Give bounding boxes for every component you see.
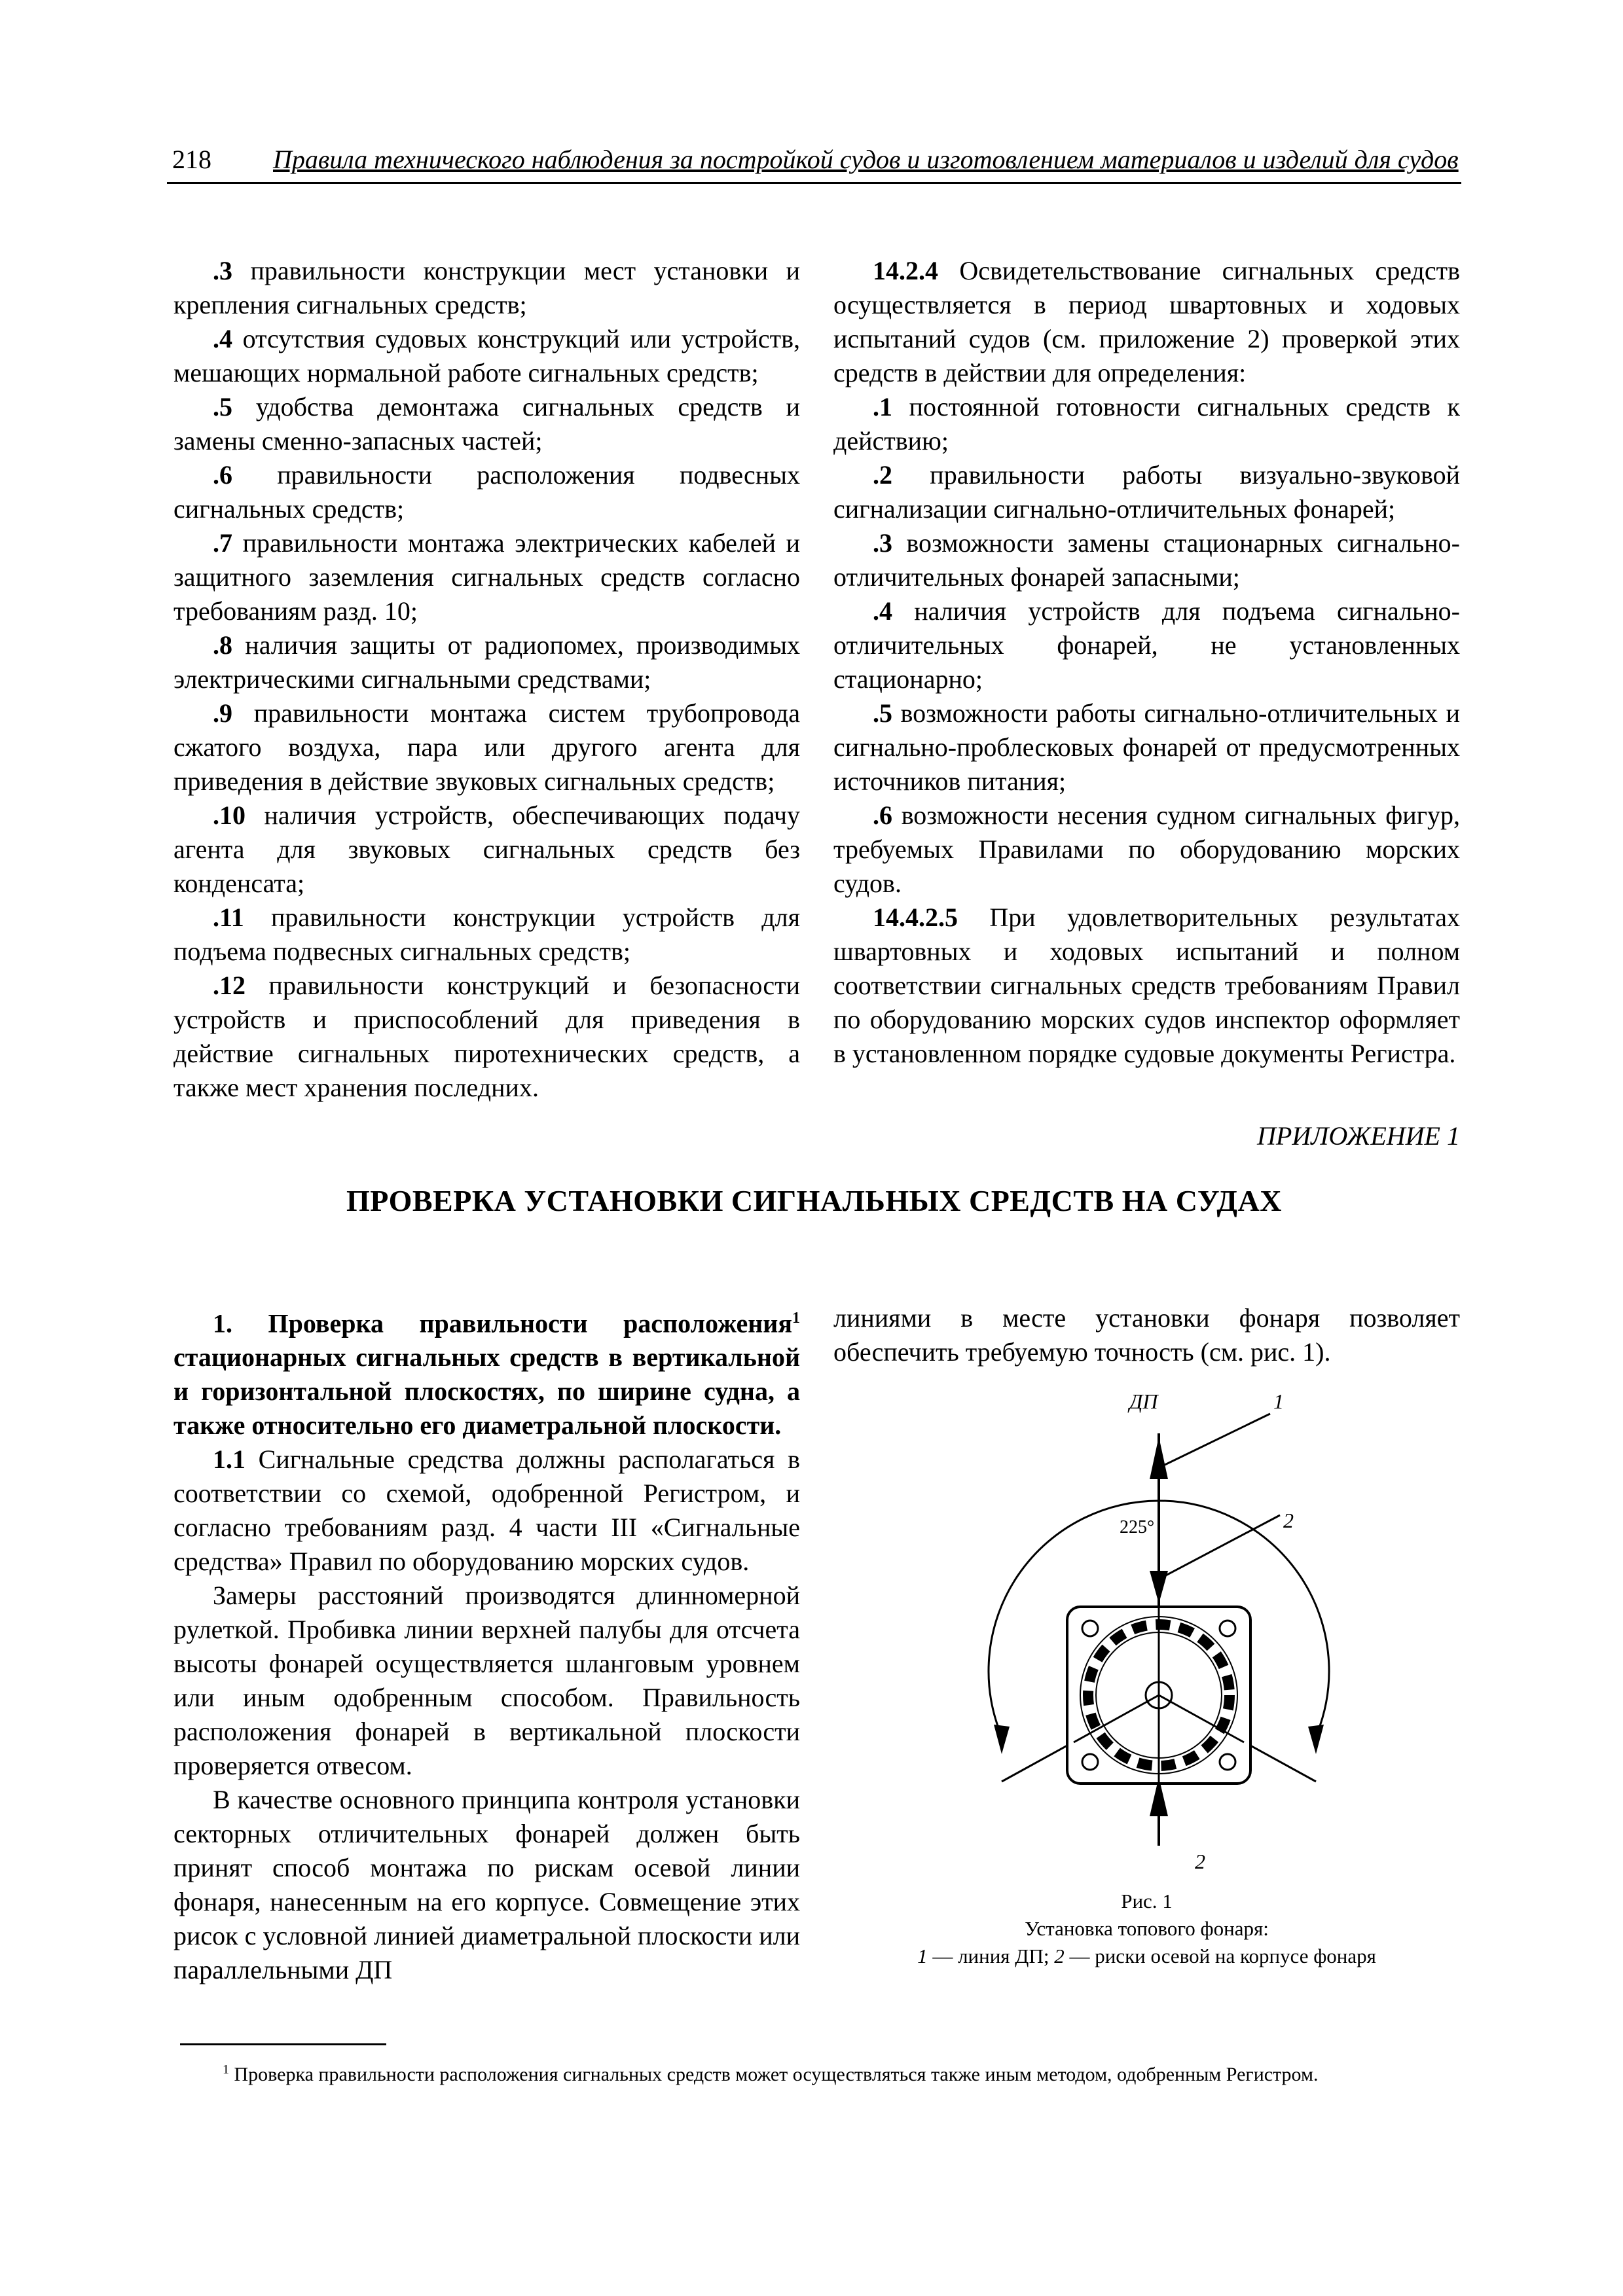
right-column-bottom	[833, 1301, 1460, 1369]
list-item: .10 наличия устройств, обеспечивающих подачу агента для звуковых сигнальных средств без конденсата;	[173, 800, 800, 898]
paragraph: Замеры расстояний производятся длинномерной рулеткой. Пробивка линии верхней палубы для отсчета высоты фонарей осуществляется шланговым уровнем или иным одобренным способом. Правильность расположения фонарей в вертикальной плоскости проверяется отвесом.	[173, 1581, 800, 1781]
paragraph: В качестве основного принципа контроля установки секторных отличительных фонарей должен быть принят способ монтажа по рискам осевой линии фонаря, нанесенным на его корпусе. Совмещение этих рисок с условной линией диаметральной плоскости или параллельными ДП	[173, 1785, 800, 1985]
left-column-top	[173, 254, 800, 1105]
list-item: .11 правильности конструкции устройств для подъема подвесных сигнальных средств;	[173, 903, 800, 966]
arc-arrow-left	[994, 1725, 1010, 1754]
running-header	[167, 143, 1461, 184]
page-number: 218	[172, 145, 211, 174]
figure-caption	[833, 1888, 1460, 1970]
leader-2-top	[1162, 1515, 1280, 1577]
arc-arrow-right	[1308, 1725, 1324, 1754]
label-dp: ДП	[1129, 1390, 1158, 1413]
figure-topmast-light	[930, 1381, 1388, 1878]
list-item: .5 удобства демонтажа сигнальных средств и замены сменно-запасных частей;	[173, 392, 800, 456]
leader-1	[1162, 1414, 1270, 1466]
list-item: .2 правильности работы визуально-звуковой сигнализации сигнально-отличительных фонарей;	[833, 460, 1460, 524]
list-item: .8 наличия защиты от радиопомех, производимых электрическими сигнальными средствами;	[173, 630, 800, 694]
left-column-bottom	[173, 1301, 800, 1987]
label-2-top: 2	[1283, 1509, 1294, 1532]
list-item: .5 возможности работы сигнально-отличительных и сигнально-проблесковых фонарей от предусмотренных источников питания;	[833, 698, 1460, 796]
list-item: .4 наличия устройств для подъема сигнально-отличительных фонарей, не установленных стационарно;	[833, 596, 1460, 694]
paragraph: 14.4.2.5 При удовлетворительных результатах швартовных и ходовых испытаний и полном соответствии сигнальных средств требованиям Правил по оборудованию морских судов инспектор оформляет в установленном порядке судовые документы Регистра.	[833, 903, 1460, 1068]
appendix-label: ПРИЛОЖЕНИЕ 1	[1257, 1121, 1460, 1151]
list-item: .4 отсутствия судовых конструкций или устройств, мешающих нормальной работе сигнальных средств;	[173, 324, 800, 387]
footnote-ref[interactable]: 1	[792, 1310, 800, 1327]
angle-label: 225°	[1120, 1517, 1155, 1537]
list-item: .7 правильности монтажа электрических кабелей и защитного заземления сигнальных средств согласно требованиям разд. 10;	[173, 528, 800, 626]
list-item: .6 правильности расположения подвесных сигнальных средств;	[173, 460, 800, 524]
list-item: .3 возможности замены стационарных сигнально-отличительных фонарей запасными;	[833, 528, 1460, 592]
label-1: 1	[1273, 1390, 1284, 1413]
list-item: .12 правильности конструкций и безопасности устройств и приспособлений для приведения в действие сигнальных пиротехнических средств, а также мест хранения последних.	[173, 971, 800, 1102]
list-item: .6 возможности несения судном сигнальных фигур, требуемых Правилами по оборудованию морских судов.	[833, 800, 1460, 898]
right-column-top	[833, 254, 1460, 1071]
paragraph: 1.1 Сигнальные средства должны располагаться в соответствии со схемой, одобренной Регистром, и согласно требованиям разд. 4 части III «Сигнальные средства» Правил по оборудованию морских судов.	[173, 1444, 800, 1577]
list-item: .1 постоянной готовности сигнальных средств к действию;	[833, 392, 1460, 456]
running-title: Правила технического наблюдения за постройкой судов и изготовлением материалов и изделий для судов	[273, 145, 1459, 174]
caption-legend: 1 — линия ДП; 2 — риски осевой на корпусе фонаря	[917, 1945, 1376, 1967]
footnote-rule	[180, 2043, 386, 2045]
list-item: .9 правильности монтажа систем трубопровода сжатого воздуха, пара или другого агента для приведения в действие звуковых сигнальных средств;	[173, 698, 800, 796]
label-2-bottom: 2	[1195, 1850, 1205, 1873]
section-heading: 1. Проверка правильности расположения$^1$ стационарных сигнальных средств в вертикальной и горизонтальной плоскостях, по ширине судна, а также относительно его диаметральной плоскости.	[173, 1308, 800, 1441]
appendix-title: ПРОВЕРКА УСТАНОВКИ СИГНАЛЬНЫХ СРЕДСТВ НА СУДАХ	[346, 1184, 1283, 1217]
list-item: .3 правильности конструкции мест установки и крепления сигнальных средств;	[173, 256, 800, 319]
caption-subtitle: Установка топового фонаря:	[1025, 1917, 1269, 1940]
caption-title: Рис. 1	[1121, 1890, 1173, 1912]
paragraph: линиями в месте установки фонаря позволяет обеспечить требуемую точность (см. рис. 1).	[833, 1303, 1460, 1367]
footnote: $^1$ Проверка правильности расположения сигнальных средств может осуществляться также иным методом, одобренным Регистром.	[223, 2062, 1319, 2085]
top-arrow	[1150, 1437, 1168, 1479]
paragraph: 14.2.4 Освидетельствование сигнальных средств осуществляется в период швартовных и ходовых испытаний судов (см. приложение 2) проверкой этих средств в действии для определения:	[833, 256, 1460, 387]
